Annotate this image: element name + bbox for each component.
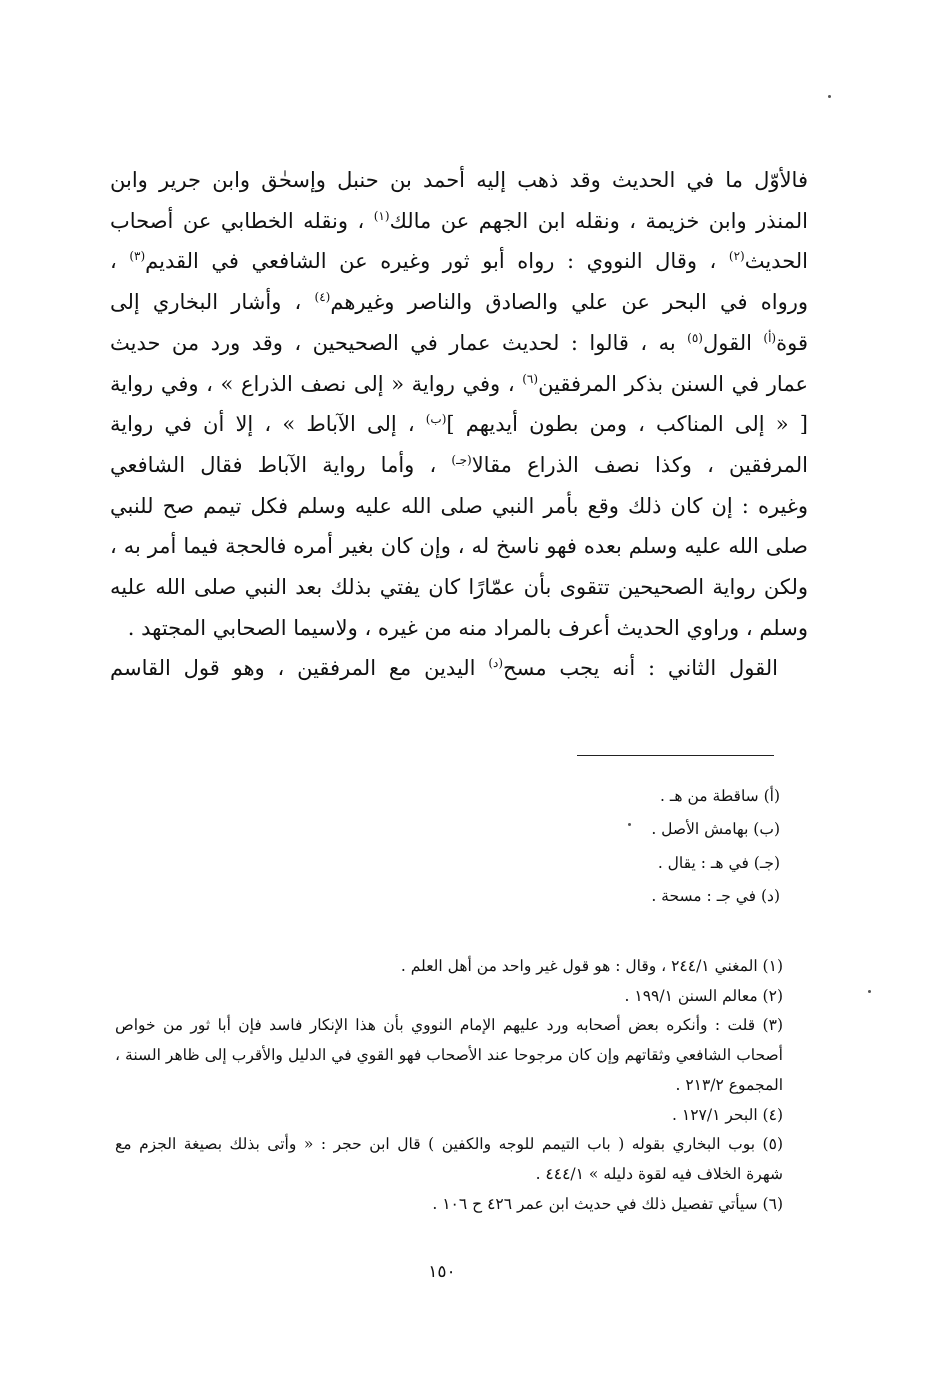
footnote-line: (١) المغني ٢٤٤/١ ، وقال : هو قول غير واحد من أهل العلم . [400,957,783,975]
text-line: ولكن رواية الصحيحين تتقوى بأن عمّارًا كان يفتي بذلك بعد النبي صلى الله عليه [110,575,808,600]
footnote-marker: (د) [488,656,504,671]
text-line: المنذر وابن خزيمة ، ونقله ابن الجهم عن مالك$^{(١)}$ ، ونقله الخطابي عن أصحاب [110,208,808,233]
footnote-divider [577,755,774,756]
variant-note: (د) في جـ : مسحة . [651,886,780,905]
footnote-line: شهرة الخلاف فيه لقوة دليله » ٤٤٤/١ . [535,1164,783,1183]
footnote-marker: (٢) [728,249,745,264]
footnote-marker: (١) [373,208,390,223]
footnote-line: أصحاب الشافعي وثقاتهم وإن كان مرجوحا عند الأصحاب فهو القوي في الدليل والأقرب إلى ظاهر السنة ، [115,1046,783,1065]
text-line: فالأوّل ما في الحديث وقد ذهب إليه أحمد بن حنبل وإسحٰق وابن جرير وابن [110,168,808,192]
speck-mark [828,95,831,98]
speck-mark [868,990,871,993]
text-line: المرفقين ، وكذا نصف الذراع مقالا$^{(جـ)}$ ، وأما رواية الآباط فقال الشافعي [110,452,808,477]
text-line: وسلم ، وراوي الحديث أعرف بالمراد منه من غيره ، ولاسيما الصحابي المجتهد . [127,615,808,640]
variant-note: (ب) بهامش الأصل . [651,820,780,839]
speck-mark [628,823,631,826]
footnote-marker: (٦) [522,371,539,386]
footnote-marker: (٤) [314,290,331,305]
main-text [110,160,808,689]
footnote-marker: (جـ) [451,452,472,467]
footnote-marker: (ب) [425,412,447,427]
footnote-marker: (أ) [763,330,777,345]
footnote-marker: (٥) [687,330,703,345]
text-line: ورواه في البحر عن علي والصادق والناصر وغيرهم$^{(٤)}$ ، وأشار البخاري إلى [110,290,808,315]
footnote-line: (٤) البحر ١٢٧/١ . [672,1105,783,1124]
footnote-line: المجموع ٢١٣/٢ . [675,1075,783,1094]
variant-notes [480,780,780,913]
variant-note: (جـ) في هـ : يقال . [657,853,780,872]
text-line: وغيره : إن كان ذلك وقع بأمر النبي صلى الله عليه وسلم فكل تيمم صح للنبي [110,493,808,518]
text-line: صلى الله عليه وسلم بعده فهو ناسخ له ، وإن كان بغير أمره فالحجة فيما أمر به ، [110,534,808,559]
numbered-footnotes [115,952,783,1219]
text-line: قوة$^{(أ)}$ القول$^{(٥)}$ به ، قالوا : لحديث عمار في الصحيحين ، وقد ورد من حديث [110,330,808,355]
footnote-line: (٣) قلت : وأنكره بعض أصحابه ورد عليهم الإمام النووي بأن هذا الإنكار فاسد فإن أبا ثور من خواص [115,1016,783,1035]
text-line: [ « إلى المناكب ، ومن بطون أيديهم ]$^{(ب)}$ ، إلى الآباط » ، إلا أن في رواية [110,412,808,437]
text-line: عمار في السنن بذكر المرفقين$^{(٦)}$ ، وفي رواية « إلى نصف الذراع » ، وفي رواية [110,371,809,396]
footnote-marker: (٣) [129,249,146,264]
text-line: الحديث$^{(٢)}$ ، وقال النووي : رواه أبو ثور وغيره عن الشافعي في القديم$^{(٣)}$ ، [110,249,808,274]
footnote-line: (٥) بوب البخاري بقوله ( باب التيمم للوجه والكفين ) قال ابن حجر : « وأتى بذلك بصيغة الجزم مع [115,1135,783,1154]
page-number: ١٥٠ [428,1262,456,1282]
variant-note: (أ) ساقطة من هـ . [660,787,780,805]
footnote-line: (٦) سيأتي تفصيل ذلك في حديث ابن عمر ٤٢٦ ح ١٠٦ . [432,1194,783,1213]
footnote-line: (٢) معالم السنن ١٩٩/١ . [624,986,783,1005]
text-line: القول الثاني : أنه يجب مسح$^{(د)}$ اليدين مع المرفقين ، وهو قول القاسم [110,656,778,681]
